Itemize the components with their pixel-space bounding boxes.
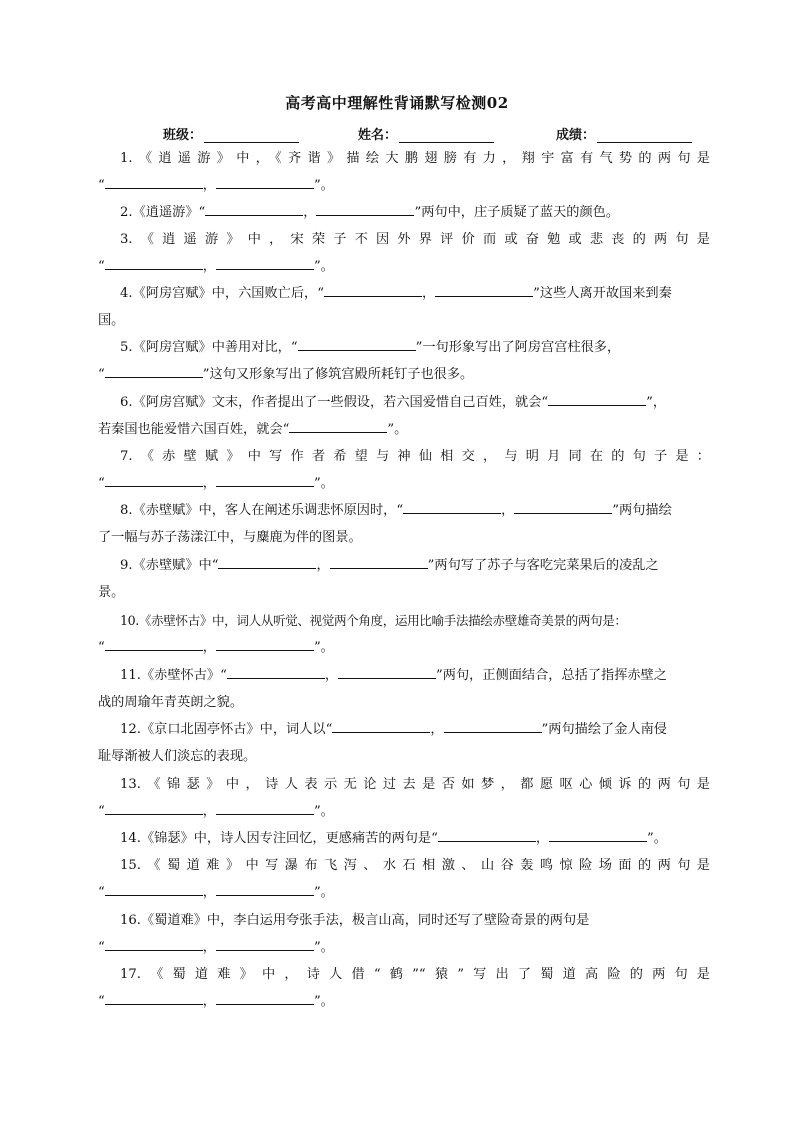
answer-blank[interactable] xyxy=(105,638,203,651)
class-field xyxy=(163,124,299,143)
answer-blank[interactable] xyxy=(403,501,501,514)
answer-blank[interactable] xyxy=(216,992,314,1005)
name-blank[interactable] xyxy=(399,130,494,143)
answer-blank[interactable] xyxy=(548,393,646,406)
answer-blank[interactable] xyxy=(298,338,416,351)
score-label: 成绩： xyxy=(556,128,596,143)
class-label: 班级： xyxy=(163,128,203,143)
name-label: 姓名： xyxy=(358,128,398,143)
question-11: 11.《赤壁怀古》“ ， ”两句，正侧面结合，总括了指挥赤壁之 战的周瑜年青英朗之貌。 xyxy=(98,668,667,710)
score-field xyxy=(556,124,692,143)
answer-blank[interactable] xyxy=(216,257,314,270)
answer-blank[interactable] xyxy=(216,638,314,651)
answer-blank[interactable] xyxy=(216,474,314,487)
answer-blank[interactable] xyxy=(105,992,203,1005)
answer-blank[interactable] xyxy=(105,474,203,487)
question-16: 16.《蜀道难》中，李白运用夸张手法，极言山高，同时还写了壁险奇景的两句是 “ ， ”。 xyxy=(98,913,590,955)
question-4: 4.《阿房宫赋》中，六国败亡后，“ ， ”这些人离开故国来到秦 国。 xyxy=(98,286,672,328)
answer-blank[interactable] xyxy=(338,666,436,679)
answer-blank[interactable] xyxy=(216,802,314,815)
question-6: 6.《阿房宫赋》文末，作者提出了一些假设，若六国爱惜自己百姓，就会“ ”， 若秦国也能爱惜六国百姓，就会“ ”。 xyxy=(98,395,667,437)
answer-blank[interactable] xyxy=(105,176,203,189)
name-field xyxy=(358,124,494,143)
question-8: 8.《赤壁赋》中，客人在阐述乐调悲怀原因时，“ ， ”两句描绘 了一幅与苏子荡漾江中，与麋鹿为伴的图景。 xyxy=(98,503,672,545)
class-blank[interactable] xyxy=(204,130,299,143)
question-3: 3.《逍遥游》中，宋荣子不因外界评价而或奋勉或悲丧的两句是 “ ， ”。 xyxy=(98,232,710,274)
answer-blank[interactable] xyxy=(216,883,314,896)
answer-blank[interactable] xyxy=(332,720,430,733)
answer-blank[interactable] xyxy=(435,284,533,297)
answer-blank[interactable] xyxy=(330,556,428,569)
question-13: 13.《锦瑟》中，诗人表示无论过去是否如梦，都愿呕心倾诉的两句是 “ ， ”。 xyxy=(98,777,710,819)
question-7: 7.《赤壁赋》中写作者希望与神仙相交，与明月同在的句子是： “ ， ”。 xyxy=(98,449,710,491)
answer-blank[interactable] xyxy=(438,829,536,842)
answer-blank[interactable] xyxy=(514,501,612,514)
answer-blank[interactable] xyxy=(216,938,314,951)
score-blank[interactable] xyxy=(597,130,692,143)
answer-blank[interactable] xyxy=(316,203,414,216)
answer-blank[interactable] xyxy=(216,176,314,189)
question-14: 14.《锦瑟》中，诗人因专注回忆，更感痛苦的两句是“ ， ”。 xyxy=(120,831,667,846)
answer-blank[interactable] xyxy=(105,938,203,951)
answer-blank[interactable] xyxy=(105,257,203,270)
answer-blank[interactable] xyxy=(218,556,316,569)
question-17: 17.《蜀道难》中，诗人借“鹤”“猿”写出了蜀道高险的两句是 “ ， ”。 xyxy=(98,967,710,1009)
answer-blank[interactable] xyxy=(105,365,203,378)
answer-blank[interactable] xyxy=(549,829,647,842)
question-2: 2.《逍遥游》“ ， ”两句中，庄子质疑了蓝天的颜色。 xyxy=(120,205,620,220)
answer-blank[interactable] xyxy=(227,666,325,679)
question-10: 10.《赤壁怀古》中，词人从听觉、视觉两个角度，运用比喻手法描绘赤壁雄奇美景的两句是： “ ， ”。 xyxy=(98,613,627,655)
answer-blank[interactable] xyxy=(105,802,203,815)
question-12: 12.《京口北固亭怀古》中，词人以“ ， ”两句描绘了金人南侵 耻辱渐被人们淡忘的表现。 xyxy=(98,722,667,764)
answer-blank[interactable] xyxy=(324,284,422,297)
question-1: 1.《逍遥游》中，《齐谐》描绘大鹏翅膀有力，翔宇富有气势的两句是 “ ， ”。 xyxy=(98,151,710,193)
question-9: 9.《赤壁赋》中“ ， ”两句写了苏子与客吃完菜果后的凌乱之 景。 xyxy=(98,558,659,600)
question-5: 5.《阿房宫赋》中善用对比，“ ”一句形象写出了阿房宫宫柱很多， “ ”这句又形象写出了修筑宫殿所耗钉子也很多。 xyxy=(98,340,621,382)
answer-blank[interactable] xyxy=(289,420,387,433)
answer-blank[interactable] xyxy=(444,720,542,733)
question-15: 15.《蜀道难》中写瀑布飞泻、水石相激、山谷轰鸣惊险场面的两句是 “ ， ”。 xyxy=(98,858,710,900)
answer-blank[interactable] xyxy=(105,883,203,896)
answer-blank[interactable] xyxy=(205,203,303,216)
page-title: 高考高中理解性背诵默写检测02 xyxy=(285,94,509,112)
